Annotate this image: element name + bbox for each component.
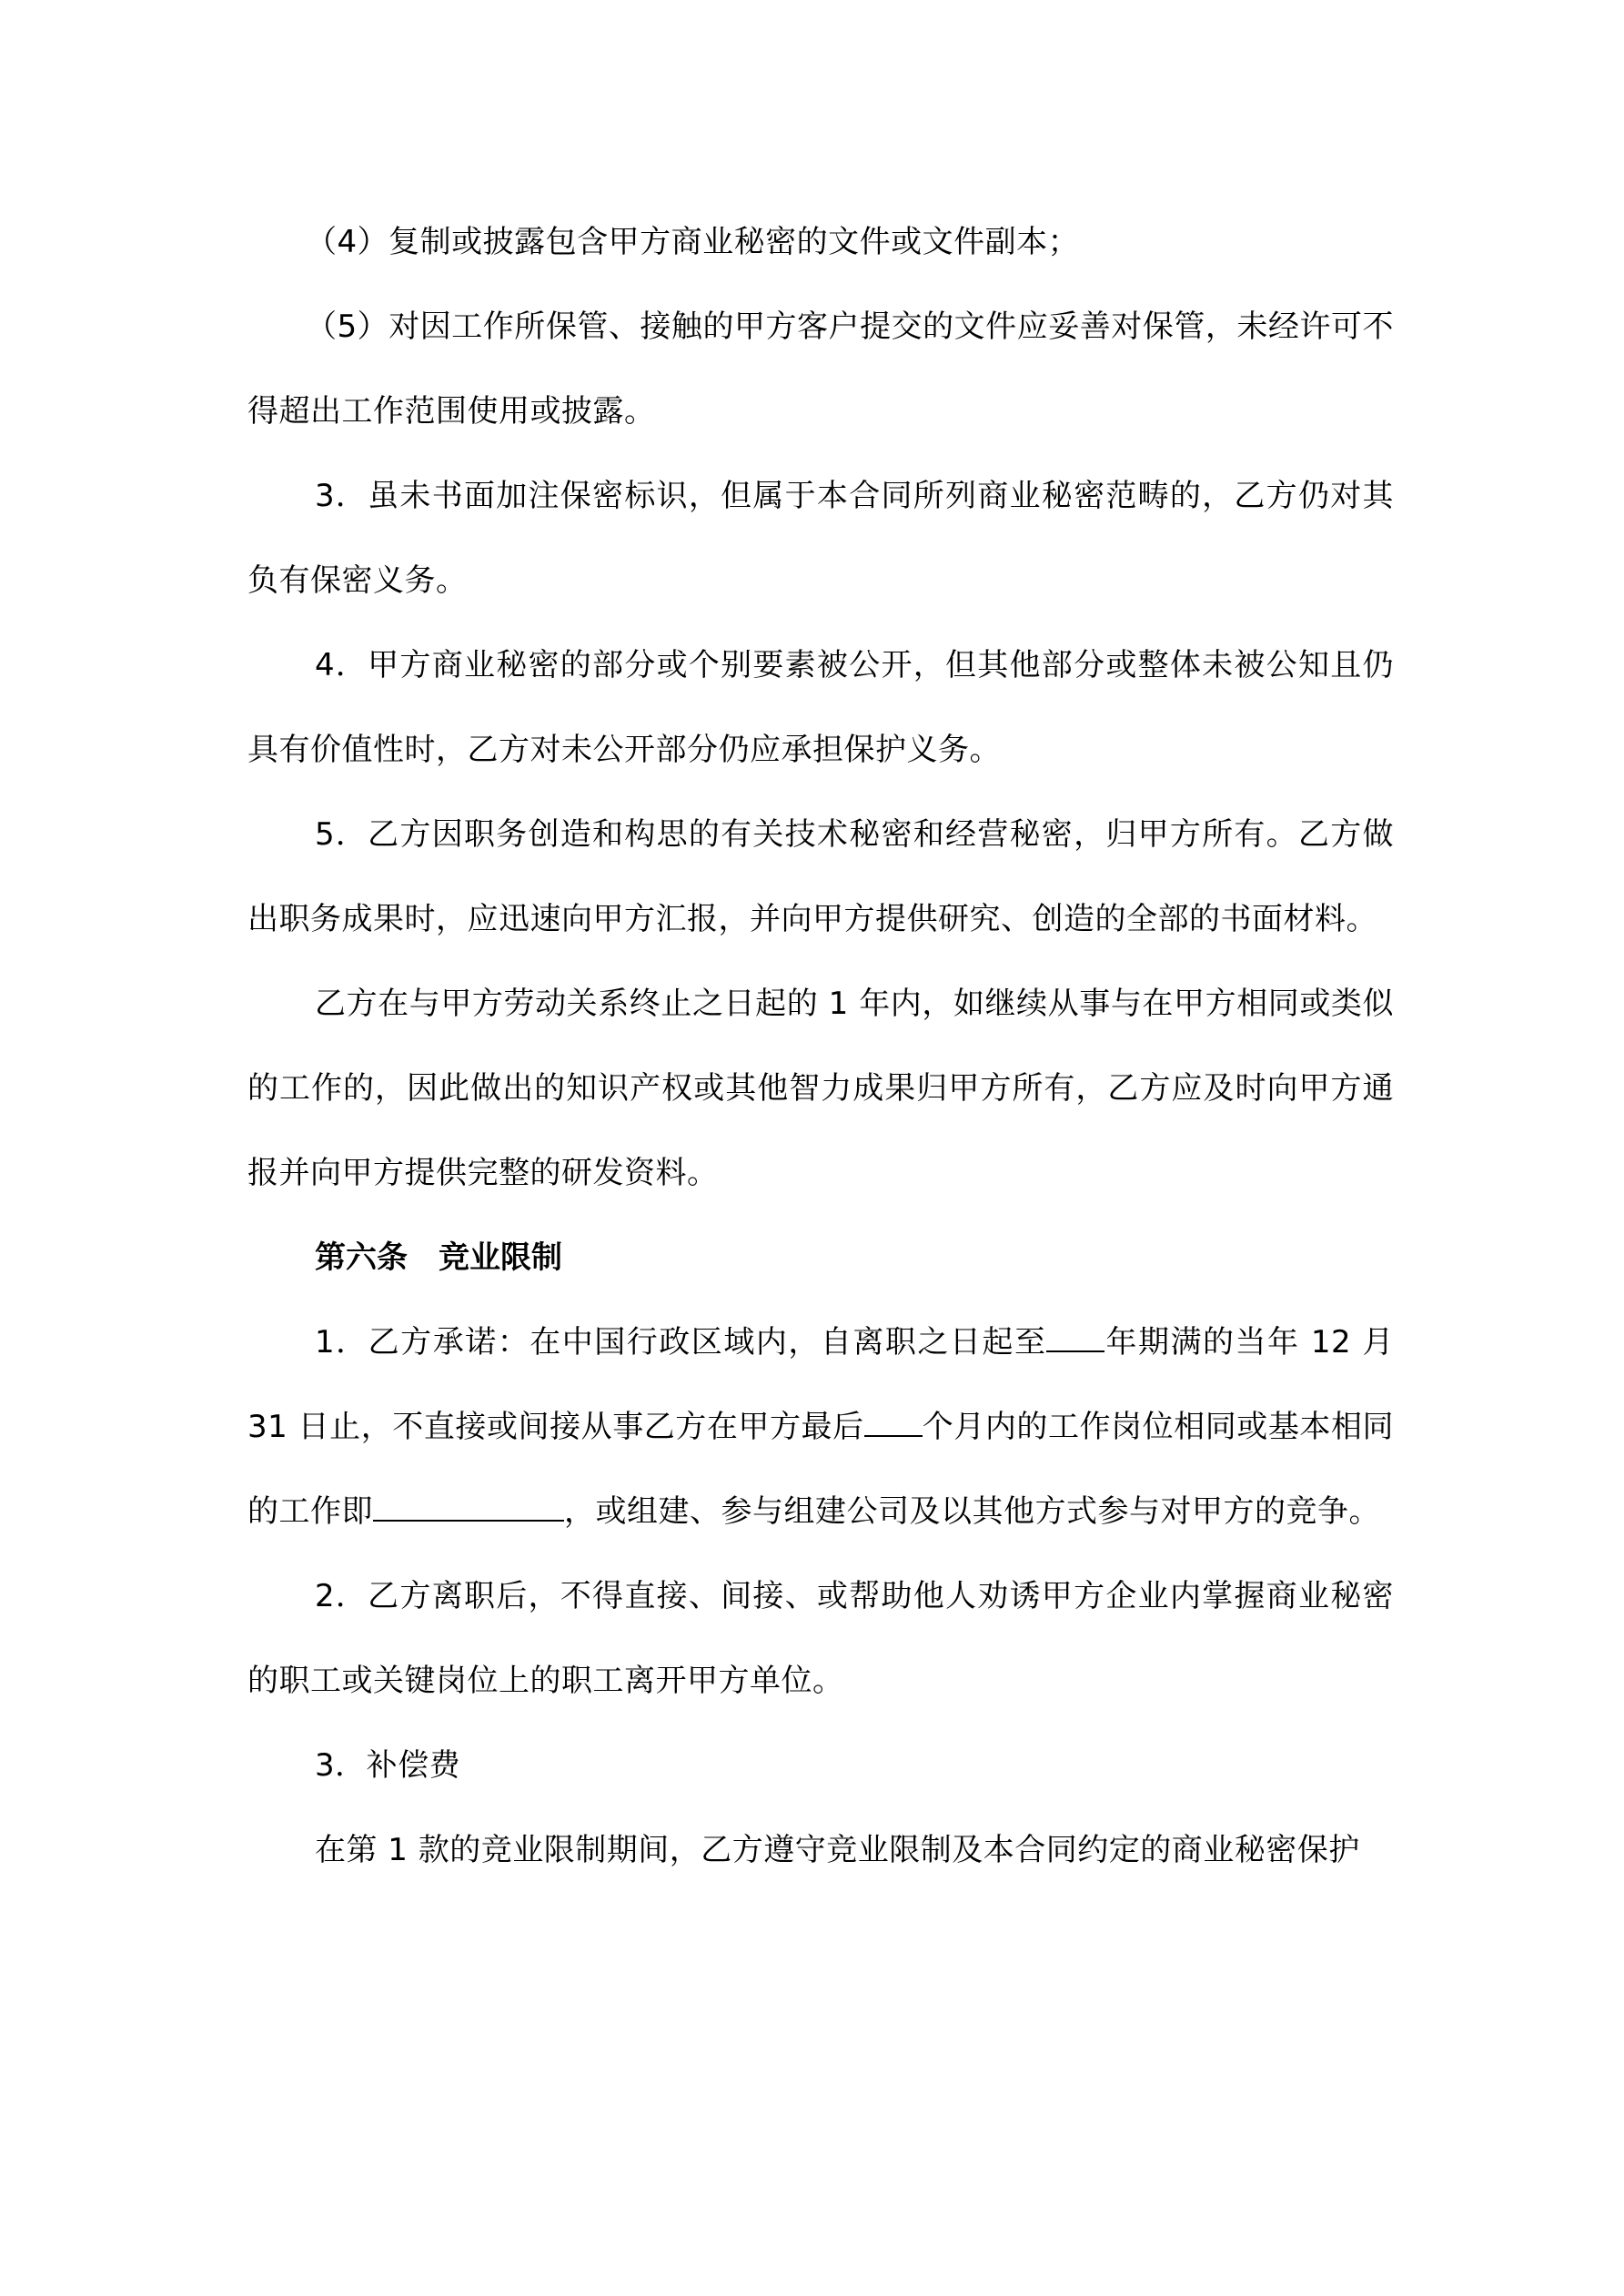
clause-1-text-b: 年期满的当年 12 月 31 日止，不直接或间接从事乙方在甲方最后	[247, 1324, 1394, 1445]
blank-years	[1046, 1323, 1105, 1352]
blank-months	[864, 1408, 923, 1437]
paragraph-clause-4: 4．甲方商业秘密的部分或个别要素被公开，但其他部分或整体未被公知且仍具有价值性时，乙方对未公开部分仍应承担保护义务。	[247, 647, 1394, 768]
paragraph-item-5: （5）对因工作所保管、接触的甲方客户提交的文件应妥善对保管，未经许可不得超出工作范围使用或披露。	[247, 308, 1394, 430]
paragraph-item-4: （4）复制或披露包含甲方商业秘密的文件或文件副本；	[306, 224, 1080, 260]
document-page	[247, 200, 1394, 1893]
clause-1-text-d: ，或组建、参与组建公司及以其他方式参与对甲方的竞争。	[564, 1493, 1380, 1530]
clause-1-text-c: 个月内的工作岗位相同或基本相同的工作即	[247, 1409, 1395, 1530]
clause-1-text-a: 1．乙方承诺：在中国行政区域内，自离职之日起至	[315, 1324, 1047, 1360]
paragraph-noncompete-clause-1	[247, 1300, 1394, 1554]
blank-work-type	[373, 1492, 564, 1522]
paragraph-ip-ownership: 乙方在与甲方劳动关系终止之日起的 1 年内，如继续从事与在甲方相同或类似的工作的，因此做出的知识产权或其他智力成果归甲方所有，乙方应及时向甲方通报并向甲方提供完整的研发资料。	[247, 986, 1394, 1191]
paragraph-noncompete-clause-2: 2．乙方离职后，不得直接、间接、或帮助他人劝诱甲方企业内掌握商业秘密的职工或关键岗位上的职工离开甲方单位。	[247, 1578, 1394, 1699]
paragraph-clause-3: 3．虽未书面加注保密标识，但属于本合同所列商业秘密范畴的，乙方仍对其负有保密义务。	[247, 478, 1394, 599]
paragraph-clause-5: 5．乙方因职务创造和构思的有关技术秘密和经营秘密，归甲方所有。乙方做出职务成果时，应迅速向甲方汇报，并向甲方提供研究、创造的全部的书面材料。	[247, 816, 1394, 937]
article-six-heading: 第六条 竞业限制	[315, 1239, 562, 1276]
paragraph-compensation-heading: 3．补偿费	[315, 1747, 461, 1784]
paragraph-compensation-text: 在第 1 款的竞业限制期间，乙方遵守竞业限制及本合同约定的商业秘密保护	[315, 1832, 1360, 1868]
